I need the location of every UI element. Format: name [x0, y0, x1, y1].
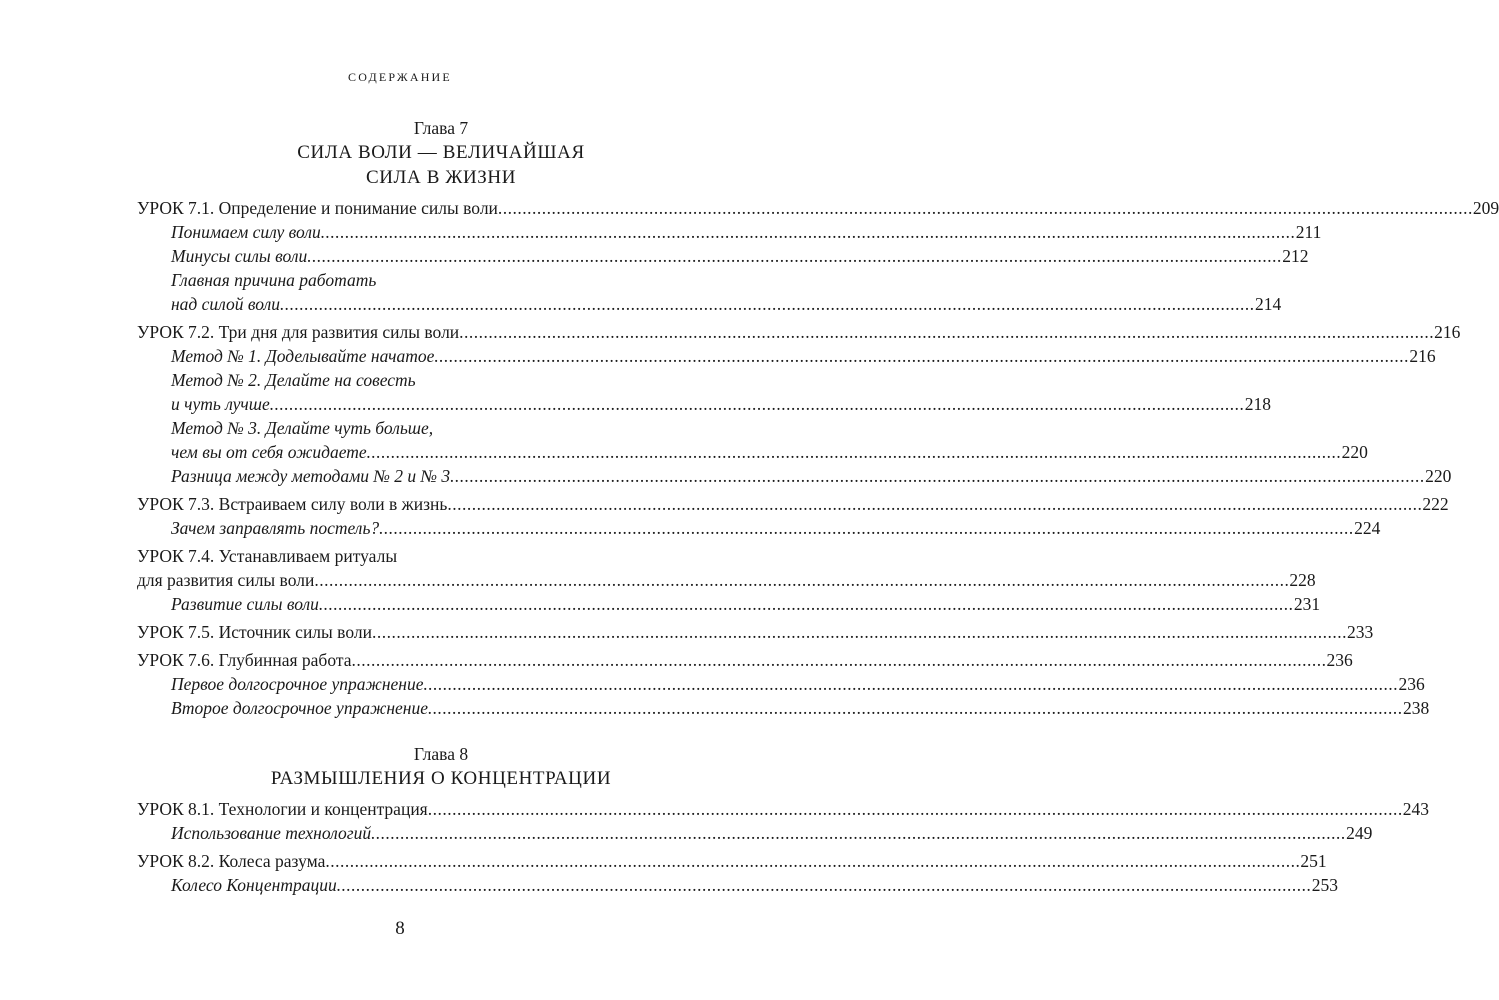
dot-leader: ........................................................................................................................................................................................................	[314, 570, 1290, 590]
entry-page-number: 236	[1326, 650, 1353, 670]
entry-page-number: 220	[1425, 466, 1452, 486]
entry-title: и чуть лучше	[171, 394, 270, 414]
dot-leader: ........................................................................................................................................................................................................	[371, 622, 1347, 642]
lesson-group	[137, 488, 1449, 540]
entry-title: Колесо Концентрации	[171, 875, 337, 895]
toc-lesson-entry[interactable]	[137, 544, 1316, 592]
toc-line	[137, 220, 1322, 244]
entry-title: Использование технологий	[171, 823, 372, 843]
dot-leader: ........................................................................................................................................................................................................	[366, 442, 1342, 462]
entry-title: Метод № 2. Делайте на совесть	[171, 370, 416, 390]
toc-line	[137, 821, 1373, 845]
toc-line	[137, 797, 1429, 821]
lesson-group	[137, 540, 1321, 616]
dot-leader: ........................................................................................................................................................................................................	[318, 594, 1294, 614]
entry-page-number: 218	[1244, 394, 1271, 414]
chapter-section	[137, 116, 1499, 720]
toc-line	[137, 196, 1499, 220]
entry-title: Метод № 1. Доделывайте начатое	[171, 346, 435, 366]
dot-leader: ........................................................................................................................................................................................................	[427, 799, 1403, 819]
entry-page-number: 238	[1403, 698, 1430, 718]
dot-leader: ........................................................................................................................................................................................................	[279, 294, 1255, 314]
toc-subentry[interactable]	[137, 464, 1452, 488]
dot-leader: ........................................................................................................................................................................................................	[336, 875, 1312, 895]
toc-subentry[interactable]	[137, 516, 1381, 540]
toc-line	[137, 368, 745, 392]
entry-page-number: 220	[1341, 442, 1368, 462]
entry-page-number: 249	[1346, 823, 1373, 843]
toc-line	[137, 620, 1374, 644]
toc-lesson-entry[interactable]	[137, 320, 1461, 344]
entry-page-number: 212	[1282, 246, 1309, 266]
entry-title: над силой воли	[171, 294, 280, 314]
toc-line	[137, 544, 745, 568]
page-number: 8	[395, 918, 405, 939]
entry-page-number: 253	[1311, 875, 1338, 895]
lesson-group	[137, 316, 1461, 488]
toc-subentry[interactable]	[137, 344, 1436, 368]
entry-page-number: 216	[1409, 346, 1436, 366]
toc-line	[137, 849, 1327, 873]
dot-leader: ........................................................................................................................................................................................................	[497, 198, 1473, 218]
toc-line	[137, 320, 1461, 344]
toc-line	[137, 648, 1353, 672]
dot-leader: ........................................................................................................................................................................................................	[459, 322, 1435, 342]
entry-page-number: 216	[1434, 322, 1461, 342]
toc-lesson-entry[interactable]	[137, 648, 1353, 672]
entry-title: УРОК 7.4. Устанавливаем ритуалы	[137, 546, 398, 566]
toc-lesson-entry[interactable]	[137, 797, 1429, 821]
toc-subentry[interactable]	[137, 592, 1321, 616]
entry-title: УРОК 7.6. Глубинная работа	[137, 650, 352, 670]
entry-page-number: 214	[1254, 294, 1282, 314]
toc-line	[137, 873, 1338, 897]
dot-leader: ........................................................................................................................................................................................................	[307, 246, 1283, 266]
toc-line	[137, 416, 745, 440]
toc-lesson-entry[interactable]	[137, 849, 1327, 873]
entry-title: УРОК 7.2. Три дня для развития силы воли	[137, 322, 460, 342]
chapter-title: СИЛА В ЖИЗНИ	[365, 167, 517, 188]
entry-page-number: 228	[1289, 570, 1316, 590]
chapter-label: Глава 7	[413, 118, 469, 138]
chapter-heading	[137, 116, 745, 190]
toc-subentry[interactable]	[137, 873, 1338, 897]
entry-page-number: 231	[1293, 594, 1321, 614]
lesson-group	[137, 793, 1429, 845]
toc-lesson-entry[interactable]	[137, 492, 1449, 516]
toc-subentry[interactable]	[137, 821, 1373, 845]
entry-title: Разница между методами № 2 и № 3	[171, 466, 451, 486]
table-of-contents	[137, 116, 1499, 897]
entry-title: Главная причина работать	[171, 270, 377, 290]
dot-leader: ........................................................................................................................................................................................................	[450, 466, 1426, 486]
entry-title: Метод № 3. Делайте чуть больше,	[171, 418, 434, 438]
dot-leader: ........................................................................................................................................................................................................	[447, 494, 1423, 514]
toc-line	[137, 592, 1321, 616]
entry-title: УРОК 7.5. Источник силы воли	[137, 622, 372, 642]
toc-line	[137, 696, 1430, 720]
toc-line	[137, 292, 1282, 316]
dot-leader: ........................................................................................................................................................................................................	[320, 222, 1296, 242]
entry-title: УРОК 7.1. Определение и понимание силы воли	[137, 198, 498, 218]
toc-line	[137, 440, 1368, 464]
entry-page-number: 243	[1402, 799, 1429, 819]
toc-line	[137, 516, 1381, 540]
toc-subentry[interactable]	[137, 672, 1425, 696]
toc-line	[137, 268, 745, 292]
entry-title: Минусы силы воли	[171, 246, 308, 266]
toc-subentry[interactable]	[137, 416, 1368, 464]
entry-page-number: 211	[1295, 222, 1322, 242]
toc-line	[137, 672, 1425, 696]
chapter-heading	[137, 742, 745, 791]
dot-leader: ........................................................................................................................................................................................................	[434, 346, 1410, 366]
entry-title: Второе долгосрочное упражнение	[171, 698, 428, 718]
entry-page-number: 209	[1472, 198, 1499, 218]
lesson-group	[137, 845, 1338, 897]
entry-title: УРОК 8.1. Технологии и концентрация	[137, 799, 428, 819]
entry-page-number: 251	[1300, 851, 1327, 871]
dot-leader: ........................................................................................................................................................................................................	[325, 851, 1301, 871]
entry-title: для развития силы воли	[137, 570, 315, 590]
entry-page-number: 224	[1354, 518, 1381, 538]
lesson-group	[137, 644, 1430, 720]
entry-page-number: 222	[1422, 494, 1449, 514]
running-header: СОДЕРЖАНИЕ	[348, 70, 452, 84]
toc-subentry[interactable]	[137, 696, 1430, 720]
chapter-label: Глава 8	[413, 744, 469, 764]
entry-title: Развитие силы воли	[171, 594, 319, 614]
toc-subentry[interactable]	[137, 268, 1282, 316]
toc-line	[137, 392, 1271, 416]
toc-line	[137, 464, 1452, 488]
toc-lesson-entry[interactable]	[137, 620, 1374, 644]
entry-title: чем вы от себя ожидаете	[171, 442, 367, 462]
dot-leader: ........................................................................................................................................................................................................	[269, 394, 1245, 414]
dot-leader: ........................................................................................................................................................................................................	[371, 823, 1347, 843]
chapter-title: РАЗМЫШЛЕНИЯ О КОНЦЕНТРАЦИИ	[270, 768, 612, 789]
toc-line	[137, 492, 1449, 516]
toc-line	[137, 344, 1436, 368]
toc-subentry[interactable]	[137, 220, 1322, 244]
entry-page-number: 233	[1346, 622, 1374, 642]
lesson-group	[137, 616, 1374, 644]
dot-leader: ........................................................................................................................................................................................................	[423, 674, 1399, 694]
toc-line	[137, 568, 1316, 592]
dot-leader: ........................................................................................................................................................................................................	[428, 698, 1403, 718]
toc-subentry[interactable]	[137, 244, 1309, 268]
lesson-group	[137, 192, 1499, 316]
entry-title: Понимаем силу воли	[171, 222, 321, 242]
entry-title: Зачем заправлять постель?	[171, 518, 380, 538]
dot-leader: ........................................................................................................................................................................................................	[351, 650, 1327, 670]
entry-title: Первое долгосрочное упражнение	[171, 674, 424, 694]
entry-title: УРОК 7.3. Встраиваем силу воли в жизнь	[137, 494, 448, 514]
toc-subentry[interactable]	[137, 368, 1271, 416]
chapter-title: СИЛА ВОЛИ — ВЕЛИЧАЙШАЯ	[297, 142, 585, 163]
chapter-section	[137, 742, 1429, 897]
toc-lesson-entry[interactable]	[137, 196, 1499, 220]
dot-leader: ........................................................................................................................................................................................................	[379, 518, 1355, 538]
entry-title: УРОК 8.2. Колеса разума	[137, 851, 326, 871]
toc-line	[137, 244, 1309, 268]
entry-page-number: 236	[1398, 674, 1425, 694]
